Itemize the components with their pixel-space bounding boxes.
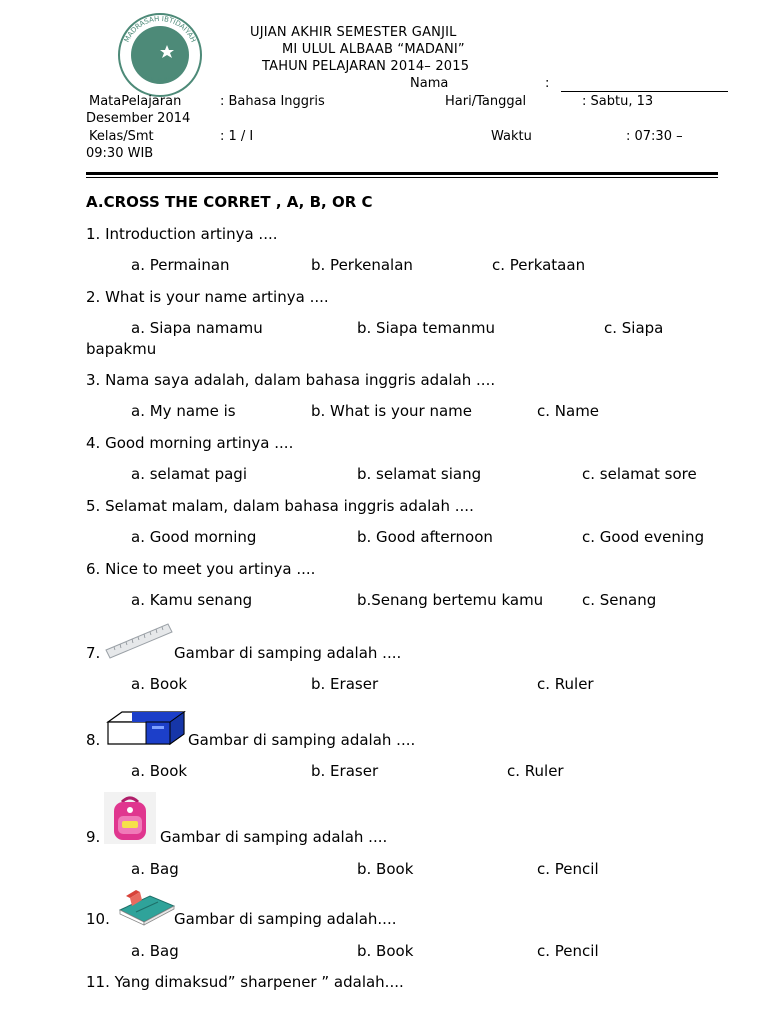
q1-option-b: b. Perkenalan [311,256,413,274]
q3-option-a: a. My name is [131,402,236,420]
q6-option-c: c. Senang [582,591,657,609]
question-11: 11. Yang dimaksud” sharpener ” adalah.... [86,973,404,991]
logo-text-top: MADRASAH IBTIDAIYAH [122,14,198,44]
header-title: UJIAN AKHIR SEMESTER GANJIL [250,25,457,40]
question-10-number: 10. [86,910,110,928]
waktu-label: Waktu [491,129,532,144]
header-school: MI ULUL ALBAAB “MADANI” [282,42,465,57]
q4-option-c: c. selamat sore [582,465,697,483]
header-divider-thin [86,177,718,178]
question-7-number: 7. [86,644,101,662]
q4-option-b: b. selamat siang [357,465,482,483]
bag-image [104,792,156,844]
q4-option-a: a. selamat pagi [131,465,247,483]
question-9: Gambar di samping adalah .... [160,828,388,846]
q2-option-a: a. Siapa namamu [131,319,263,337]
nama-fill-line [561,91,728,92]
question-8: Gambar di samping adalah .... [188,731,416,749]
question-5: 5. Selamat malam, dalam bahasa inggris adalah .... [86,497,474,515]
q3-option-c: c. Name [537,402,600,420]
book-image [116,888,176,926]
q2-option-c: c. Siapa [604,319,664,337]
nama-colon: : [545,76,550,91]
question-10: Gambar di samping adalah.... [174,910,397,928]
q5-option-b: b. Good afternoon [357,528,493,546]
q9-option-b: b. Book [357,860,414,878]
q9-option-c: c. Pencil [537,860,599,878]
q1-option-a: a. Permainan [131,256,230,274]
eraser-image [104,708,188,748]
question-2: 2. What is your name artinya .... [86,288,329,306]
hari-value-cont: Desember 2014 [86,111,191,126]
kelas-value: : 1 / I [220,129,254,144]
kelas-label: Kelas/Smt [89,129,154,144]
logo-text-bottom: ULUL ALBAAB [139,71,181,85]
q6-option-b: b.Senang bertemu kamu [357,591,544,609]
waktu-value: : 07:30 – [626,129,683,144]
q1-option-c: c. Perkataan [492,256,586,274]
q7-option-b: b. Eraser [311,675,379,693]
mapel-label: MataPelajaran [89,94,182,109]
hari-value: : Sabtu, 13 [582,94,654,109]
q2-option-b: b. Siapa temanmu [357,319,495,337]
header-year: TAHUN PELAJARAN 2014– 2015 [262,59,470,74]
q5-option-c: c. Good evening [582,528,705,546]
question-7: Gambar di samping adalah .... [174,644,402,662]
header-divider-thick [86,172,718,175]
question-4: 4. Good morning artinya .... [86,434,294,452]
q8-option-b: b. Eraser [311,762,379,780]
hari-label: Hari/Tanggal [445,94,527,109]
q10-option-b: b. Book [357,942,414,960]
q10-option-a: a. Bag [131,942,179,960]
q3-option-b: b. What is your name [311,402,473,420]
question-3: 3. Nama saya adalah, dalam bahasa inggris adalah .... [86,371,496,389]
question-6: 6. Nice to meet you artinya .... [86,560,316,578]
question-1: 1. Introduction artinya .... [86,225,278,243]
waktu-value-cont: 09:30 WIB [86,146,154,161]
nama-label: Nama [410,76,449,91]
q9-option-a: a. Bag [131,860,179,878]
q10-option-c: c. Pencil [537,942,599,960]
q7-option-c: c. Ruler [537,675,594,693]
q8-option-a: a. Book [131,762,188,780]
q7-option-a: a. Book [131,675,188,693]
question-9-number: 9. [86,828,101,846]
school-logo [117,12,203,98]
q8-option-c: c. Ruler [507,762,564,780]
section-title: A.CROSS THE CORRET , A, B, OR C [86,193,373,211]
question-8-number: 8. [86,731,101,749]
ruler-image [104,620,174,662]
q6-option-a: a. Kamu senang [131,591,253,609]
mapel-value: : Bahasa Inggris [220,94,325,109]
q2-option-c-cont: bapakmu [86,340,157,358]
q5-option-a: a. Good morning [131,528,257,546]
